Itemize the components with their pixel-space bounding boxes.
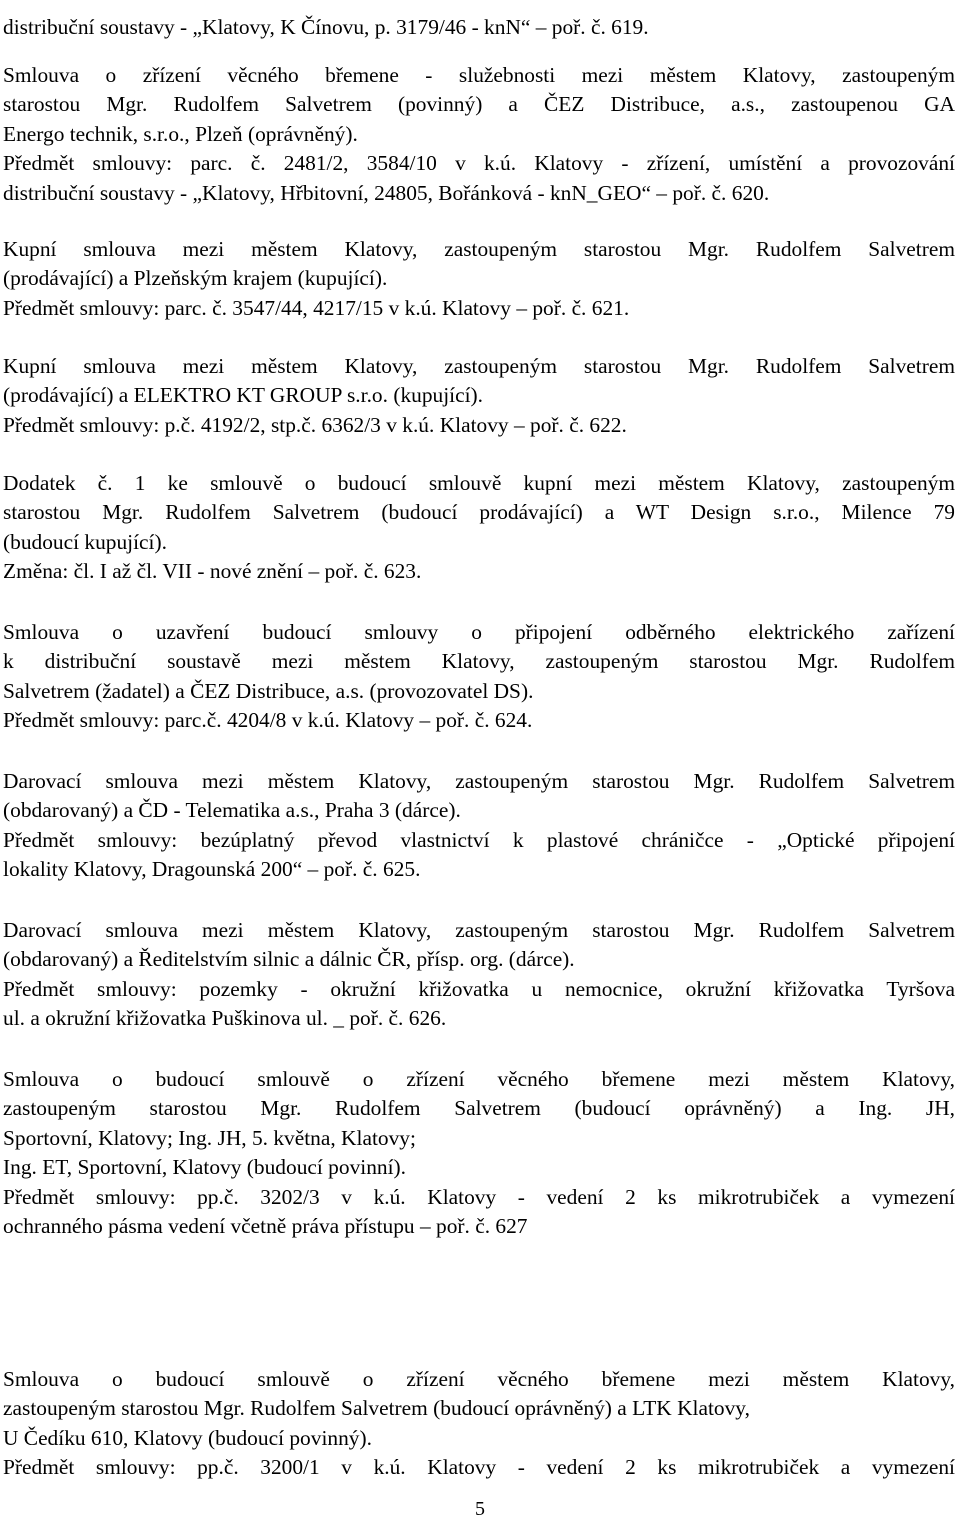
page-number: 5 [475, 1498, 485, 1520]
text-line: ochranného pásma vedení včetně práva přístupu – poř. č. 627 [3, 1214, 528, 1238]
text-line: Kupní smlouva mezi městem Klatovy, zastoupeným starostou Mgr. Rudolfem Salvetrem [3, 237, 955, 261]
text-line: distribuční soustavy - „Klatovy, K Čínovu, p. 3179/46 - knN“ – poř. č. 619. [3, 15, 649, 39]
text-line: Předmět smlouvy: pp.č. 3200/1 v k.ú. Klatovy - vedení 2 ks mikrotrubiček a vymezení [3, 1455, 955, 1480]
text-line: starostou Mgr. Rudolfem Salvetrem (povinný) a ČEZ Distribuce, a.s., zastoupenou GA [3, 92, 955, 117]
text-line: Darovací smlouva mezi městem Klatovy, zastoupeným starostou Mgr. Rudolfem Salvetrem [3, 918, 955, 942]
text-line: (budoucí kupující). [3, 529, 167, 554]
text-line: Ing. ET, Sportovní, Klatovy (budoucí povinní). [3, 1155, 407, 1180]
text-line: (obdarovaný) a ČD - Telematika a.s., Praha 3 (dárce). [3, 798, 461, 823]
text-line: Předmět smlouvy: pp.č. 3202/3 v k.ú. Klatovy - vedení 2 ks mikrotrubiček a vymezení [3, 1184, 955, 1209]
text-line: Salvetrem (žadatel) a ČEZ Distribuce, a.s. (provozovatel DS). [3, 678, 534, 703]
text-line: (obdarovaný) a Ředitelstvím silnic a dálnic ČR, přísp. org. (dárce). [3, 947, 575, 972]
text-line: (prodávající) a ELEKTRO KT GROUP s.r.o. (kupující). [3, 383, 484, 408]
text-line: Smlouva o zřízení věcného břemene - služebnosti mezi městem Klatovy, zastoupeným [3, 63, 955, 87]
text-line: Sportovní, Klatovy; Ing. JH, 5. května, Klatovy; [3, 1125, 416, 1150]
text-line: Předmět smlouvy: bezúplatný převod vlastnictví k plastové chráničce - „Optické připojení [3, 827, 955, 852]
text-line: Předmět smlouvy: parc. č. 2481/2, 3584/10 v k.ú. Klatovy - zřízení, umístění a provozování [3, 151, 955, 176]
text-line: Předmět smlouvy: parc.č. 4204/8 v k.ú. Klatovy – poř. č. 624. [3, 708, 533, 733]
text-line: Smlouva o budoucí smlouvě o zřízení věcného břemene mezi městem Klatovy, [3, 1067, 955, 1091]
text-line: Předmět smlouvy: pozemky - okružní křižovatka u nemocnice, okružní křižovatka Tyršova [3, 976, 955, 1001]
text-line: distribuční soustavy - „Klatovy, Hřbitovní, 24805, Bořánková - knN_GEO“ – poř. č. 620. [3, 180, 770, 205]
text-line: ul. a okružní křižovatka Puškinova ul. _ poř. č. 626. [3, 1006, 447, 1031]
text-line: Smlouva o budoucí smlouvě o zřízení věcného břemene mezi městem Klatovy, [3, 1367, 955, 1391]
text-line: starostou Mgr. Rudolfem Salvetrem (budoucí prodávající) a WT Design s.r.o., Milence 79 [3, 500, 955, 525]
text-line: Smlouva o uzavření budoucí smlouvy o připojení odběrného elektrického zařízení [3, 620, 955, 644]
text-line: U Čedíku 610, Klatovy (budoucí povinný). [3, 1425, 372, 1450]
text-line: k distribuční soustavě mezi městem Klatovy, zastoupeným starostou Mgr. Rudolfem [3, 649, 955, 674]
text-line: Předmět smlouvy: p.č. 4192/2, stp.č. 6362/3 v k.ú. Klatovy – poř. č. 622. [3, 412, 627, 437]
text-line: lokality Klatovy, Dragounská 200“ – poř. č. 625. [3, 857, 421, 882]
text-line: Energo technik, s.r.o., Plzeň (oprávněný). [3, 121, 358, 146]
text-line: zastoupeným starostou Mgr. Rudolfem Salvetrem (budoucí oprávněný) a LTK Klatovy, [3, 1396, 750, 1421]
text-line: Dodatek č. 1 ke smlouvě o budoucí smlouvě kupní mezi městem Klatovy, zastoupeným [3, 471, 955, 495]
text-line: zastoupeným starostou Mgr. Rudolfem Salvetrem (budoucí oprávněný) a Ing. JH, [3, 1096, 955, 1121]
text-line: (prodávající) a Plzeňským krajem (kupující). [3, 266, 388, 291]
text-line: Darovací smlouva mezi městem Klatovy, zastoupeným starostou Mgr. Rudolfem Salvetrem [3, 769, 955, 793]
text-line: Předmět smlouvy: parc. č. 3547/44, 4217/15 v k.ú. Klatovy – poř. č. 621. [3, 295, 630, 320]
text-line: Kupní smlouva mezi městem Klatovy, zastoupeným starostou Mgr. Rudolfem Salvetrem [3, 354, 955, 378]
text-line: Změna: čl. I až čl. VII - nové znění – poř. č. 623. [3, 559, 422, 584]
